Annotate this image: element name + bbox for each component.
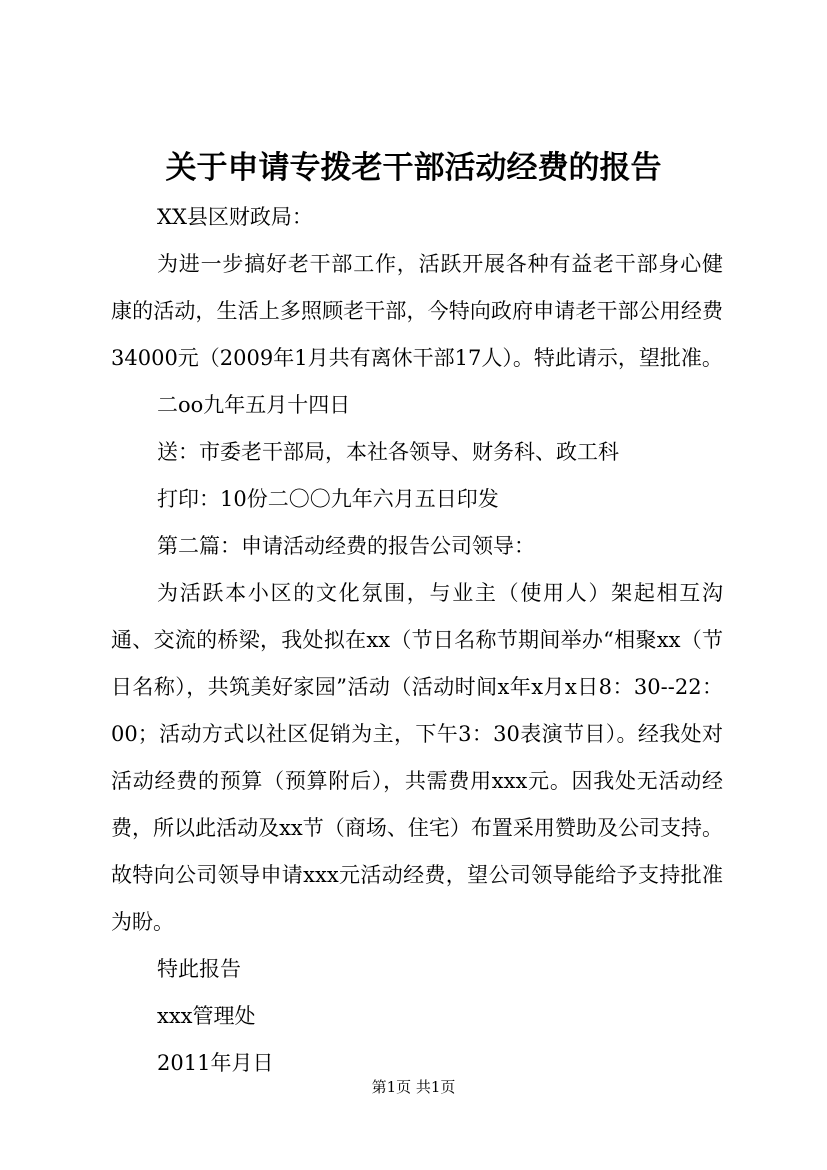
paragraph-activity: 为活跃本小区的文化氛围，与业主（使用人）架起相互沟通、交流的桥梁，我处拟在xx（节日名称节期间举办“相聚xx（节日名称），共筑美好家园”活动（活动时间x年x月x日8：30--22：00；活动方式以社区促销为主，下午3：30表演节目）。经我处对活动经费的预算（预算附后），共需费用xxx元。因我处无活动经费，所以此活动及xx节（商场、住宅）布置采用赞助及公司支持。故特向公司领导申请xxx元活动经费，望公司领导能给予支持批准为盼。 — [111, 581, 723, 934]
print-info-line: 打印：10份二〇〇九年六月五日印发 — [157, 487, 499, 511]
document-body — [111, 194, 723, 1087]
salutation: XX县区财政局： — [157, 205, 313, 229]
request-date: 二oo九年五月十四日 — [157, 393, 351, 417]
send-to-line: 送：市委老干部局，本社各领导、财务科、政工科 — [157, 440, 619, 464]
document-title: 关于申请专拨老干部活动经费的报告 — [165, 150, 662, 186]
part-two-heading: 第二篇：申请活动经费的报告公司领导： — [157, 534, 535, 558]
paragraph-request: 为进一步搞好老干部工作，活跃开展各种有益老干部身心健康的活动，生活上多照顾老干部，今特向政府申请老干部公用经费34000元（2009年1月共有离休干部17人）。特此请示，望批准。 — [111, 252, 723, 370]
signature-line: xxx管理处 — [157, 1004, 256, 1028]
report-date: 2011年月日 — [157, 1051, 274, 1075]
page-footer: 第1页 共1页 — [371, 1078, 456, 1096]
closing-line: 特此报告 — [157, 957, 241, 981]
